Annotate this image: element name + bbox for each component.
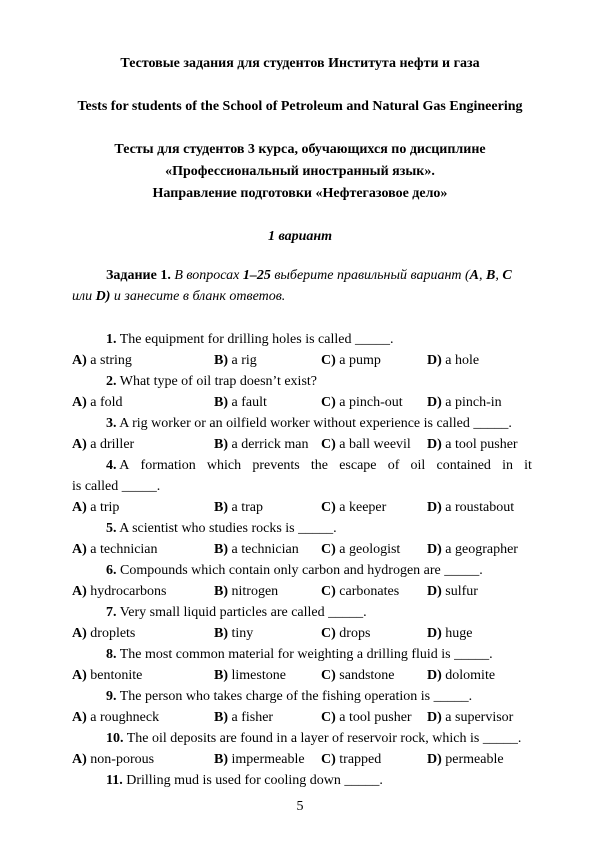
- option-c: [321, 392, 403, 413]
- question-number: 9.: [106, 689, 117, 704]
- option-letter: B): [214, 395, 228, 410]
- question-number: 5.: [106, 521, 117, 536]
- option-letter: C): [321, 542, 336, 557]
- question-text: The oil deposits are found in a layer of reservoir rock, which is _____.: [123, 731, 522, 746]
- task-line-2: [72, 286, 532, 307]
- task-line2-b: и занесите в бланк ответов.: [110, 289, 286, 304]
- option-text: trapped: [335, 752, 382, 767]
- option-text: drops: [335, 626, 371, 641]
- option-letter: D): [427, 626, 442, 641]
- option-text: huge: [441, 626, 473, 641]
- option-letter: C): [321, 626, 336, 641]
- question-number: 10.: [106, 731, 124, 746]
- option-text: hydrocarbons: [86, 584, 167, 599]
- option-letter: C): [321, 395, 336, 410]
- options-10: [72, 749, 532, 770]
- option-letter: D): [427, 353, 442, 368]
- options-5: [72, 539, 532, 560]
- header-line-2: Tests for students of the School of Petroleum and Natural Gas Engineering: [77, 99, 523, 114]
- option-text: non-porous: [86, 752, 155, 767]
- option-a: [72, 392, 123, 413]
- header-line-1: Тестовые задания для студентов Института нефти и газа: [120, 56, 480, 71]
- header-line-4: «Профессиональный иностранный язык».: [165, 164, 435, 179]
- option-text: nitrogen: [228, 584, 279, 599]
- variant-title: 1 вариант: [267, 229, 333, 244]
- option-text: a pinch-out: [335, 395, 403, 410]
- option-b: [214, 749, 305, 770]
- option-text: limestone: [228, 668, 286, 683]
- option-c: [321, 623, 370, 644]
- task-text-a: В вопросах: [170, 268, 243, 283]
- option-b: [214, 707, 273, 728]
- task-option-a: A: [469, 268, 480, 283]
- question-2: [106, 371, 566, 392]
- option-c: [321, 434, 411, 455]
- question-text: Drilling mud is used for cooling down _____.: [122, 773, 383, 788]
- option-text: a rig: [228, 353, 257, 368]
- option-c: [321, 707, 412, 728]
- option-text: bentonite: [86, 668, 143, 683]
- option-text: a geographer: [441, 542, 518, 557]
- question-word: it: [524, 458, 532, 473]
- option-b: [214, 623, 253, 644]
- question-word: contained: [436, 458, 491, 473]
- option-letter: C): [321, 437, 336, 452]
- options-1: [72, 350, 532, 371]
- question-text: Compounds which contain only carbon and hydrogen are _____.: [116, 563, 483, 578]
- option-letter: D): [427, 752, 442, 767]
- option-b: [214, 581, 278, 602]
- option-d: [427, 707, 513, 728]
- question-3: [106, 413, 566, 434]
- option-letter: A): [72, 353, 87, 368]
- option-letter: A): [72, 395, 87, 410]
- option-text: a supervisor: [441, 710, 514, 725]
- options-9: [72, 707, 532, 728]
- option-text: a geologist: [335, 542, 401, 557]
- option-c: [321, 497, 386, 518]
- question-text: The equipment for drilling holes is called _____.: [116, 332, 394, 347]
- option-d: [427, 392, 502, 413]
- task-line2-a: или: [72, 289, 96, 304]
- option-d: [427, 581, 478, 602]
- option-text: a hole: [441, 353, 480, 368]
- option-b: [214, 539, 299, 560]
- option-d: [427, 539, 518, 560]
- option-letter: A): [72, 626, 87, 641]
- option-letter: B): [214, 437, 228, 452]
- option-c: [321, 749, 381, 770]
- question-text: A scientist who studies rocks is _____.: [116, 521, 337, 536]
- task-instruction: [72, 265, 532, 307]
- option-letter: C): [321, 500, 336, 515]
- task-option-c: C: [502, 268, 512, 283]
- option-letter: D): [427, 584, 442, 599]
- question-word: the: [310, 458, 329, 473]
- question-word: A: [119, 458, 130, 473]
- option-text: a driller: [86, 437, 135, 452]
- options-2: [72, 392, 532, 413]
- option-a: [72, 749, 154, 770]
- task-sep-1: ,: [479, 268, 487, 283]
- option-letter: B): [214, 710, 228, 725]
- question-word: in: [502, 458, 513, 473]
- option-a: [72, 350, 132, 371]
- question-text: A rig worker or an oilfield worker without experience is called _____.: [116, 416, 512, 431]
- question-5: [106, 518, 566, 539]
- option-b: [214, 665, 286, 686]
- option-text: sandstone: [335, 668, 395, 683]
- question-text: Very small liquid particles are called _____.: [116, 605, 367, 620]
- option-text: permeable: [441, 752, 504, 767]
- option-a: [72, 581, 166, 602]
- option-text: a string: [86, 353, 132, 368]
- option-letter: B): [214, 626, 228, 641]
- options-6: [72, 581, 532, 602]
- task-range: 1–25: [242, 268, 271, 283]
- option-text: a fold: [86, 395, 123, 410]
- option-text: a tool pusher: [441, 437, 518, 452]
- option-letter: B): [214, 668, 228, 683]
- option-text: a derrick man: [228, 437, 309, 452]
- question-text: The most common material for weighting a drilling fluid is _____.: [116, 647, 493, 662]
- option-letter: B): [214, 584, 228, 599]
- task-sep-2: ,: [495, 268, 503, 283]
- option-letter: A): [72, 584, 87, 599]
- task-line-1: [72, 265, 532, 286]
- option-letter: B): [214, 353, 228, 368]
- header-line-3: Тесты для студентов 3 курса, обучающихся по дисциплине: [114, 142, 486, 157]
- option-c: [321, 665, 395, 686]
- option-letter: D): [427, 542, 442, 557]
- option-letter: D): [427, 710, 442, 725]
- option-text: sulfur: [441, 584, 478, 599]
- option-letter: D): [427, 437, 442, 452]
- question-number: 8.: [106, 647, 117, 662]
- option-a: [72, 497, 119, 518]
- option-a: [72, 434, 134, 455]
- option-b: [214, 497, 263, 518]
- task-text-b: выберите правильный вариант (: [270, 268, 470, 283]
- question-6: [106, 560, 566, 581]
- option-a: [72, 623, 135, 644]
- option-letter: D): [427, 668, 442, 683]
- option-text: a fisher: [228, 710, 274, 725]
- option-text: impermeable: [228, 752, 305, 767]
- question-number: 11.: [106, 773, 123, 788]
- options-4: [72, 497, 532, 518]
- option-letter: A): [72, 542, 87, 557]
- option-text: carbonates: [335, 584, 400, 599]
- option-d: [427, 623, 473, 644]
- option-d: [427, 749, 504, 770]
- option-letter: C): [321, 353, 336, 368]
- option-text: a trap: [228, 500, 263, 515]
- option-letter: C): [321, 752, 336, 767]
- option-letter: D): [427, 395, 442, 410]
- option-text: a technician: [86, 542, 158, 557]
- option-text: a pinch-in: [441, 395, 502, 410]
- question-word: of: [387, 458, 400, 473]
- option-letter: C): [321, 584, 336, 599]
- header-line-5: Направление подготовки «Нефтегазовое дело»: [152, 186, 448, 201]
- option-d: [427, 350, 479, 371]
- option-d: [427, 497, 514, 518]
- question-word: escape: [339, 458, 377, 473]
- options-7: [72, 623, 532, 644]
- question-10: [106, 728, 566, 749]
- option-b: [214, 350, 257, 371]
- option-letter: D): [427, 500, 442, 515]
- option-letter: A): [72, 500, 87, 515]
- option-text: a ball weevil: [335, 437, 411, 452]
- question-11: [106, 770, 566, 791]
- option-text: a pump: [335, 353, 381, 368]
- question-word: oil: [410, 458, 426, 473]
- options-3: [72, 434, 532, 455]
- option-letter: A): [72, 437, 87, 452]
- task-option-d: D): [95, 289, 111, 304]
- question-9: [106, 686, 566, 707]
- question-7: [106, 602, 566, 623]
- option-letter: C): [321, 668, 336, 683]
- option-text: a tool pusher: [335, 710, 412, 725]
- option-b: [214, 434, 308, 455]
- task-lead: Задание 1.: [106, 268, 171, 283]
- question-1: [106, 329, 566, 350]
- option-a: [72, 665, 142, 686]
- question-8: [106, 644, 566, 665]
- question-number: 1.: [106, 332, 117, 347]
- option-letter: B): [214, 542, 228, 557]
- option-letter: C): [321, 710, 336, 725]
- option-text: a keeper: [335, 500, 387, 515]
- option-text: a trip: [86, 500, 120, 515]
- option-d: [427, 434, 518, 455]
- option-text: dolomite: [441, 668, 496, 683]
- option-letter: A): [72, 668, 87, 683]
- question-number: 6.: [106, 563, 117, 578]
- question-4: [106, 455, 532, 476]
- option-text: a roughneck: [86, 710, 160, 725]
- question-word: formation: [140, 458, 196, 473]
- option-letter: A): [72, 752, 87, 767]
- question-number: 2.: [106, 374, 117, 389]
- option-letter: A): [72, 710, 87, 725]
- option-c: [321, 350, 381, 371]
- option-letter: B): [214, 752, 228, 767]
- option-text: a fault: [228, 395, 267, 410]
- question-number: 7.: [106, 605, 117, 620]
- option-d: [427, 665, 495, 686]
- options-8: [72, 665, 532, 686]
- question-number: 4.: [106, 458, 117, 473]
- question-word: which: [206, 458, 242, 473]
- option-a: [72, 539, 158, 560]
- option-text: tiny: [228, 626, 254, 641]
- option-text: droplets: [86, 626, 136, 641]
- question-word: prevents: [252, 458, 300, 473]
- option-c: [321, 581, 399, 602]
- option-letter: B): [214, 500, 228, 515]
- task-option-b: B: [486, 268, 496, 283]
- question-4-line-2: is called _____.: [72, 479, 161, 494]
- question-number: 3.: [106, 416, 117, 431]
- page-number: 5: [296, 799, 304, 814]
- question-text: What type of oil trap doesn’t exist?: [116, 374, 317, 389]
- option-c: [321, 539, 400, 560]
- option-text: a roustabout: [441, 500, 515, 515]
- option-text: a technician: [228, 542, 299, 557]
- option-b: [214, 392, 267, 413]
- question-text: The person who takes charge of the fishing operation is _____.: [116, 689, 473, 704]
- option-a: [72, 707, 159, 728]
